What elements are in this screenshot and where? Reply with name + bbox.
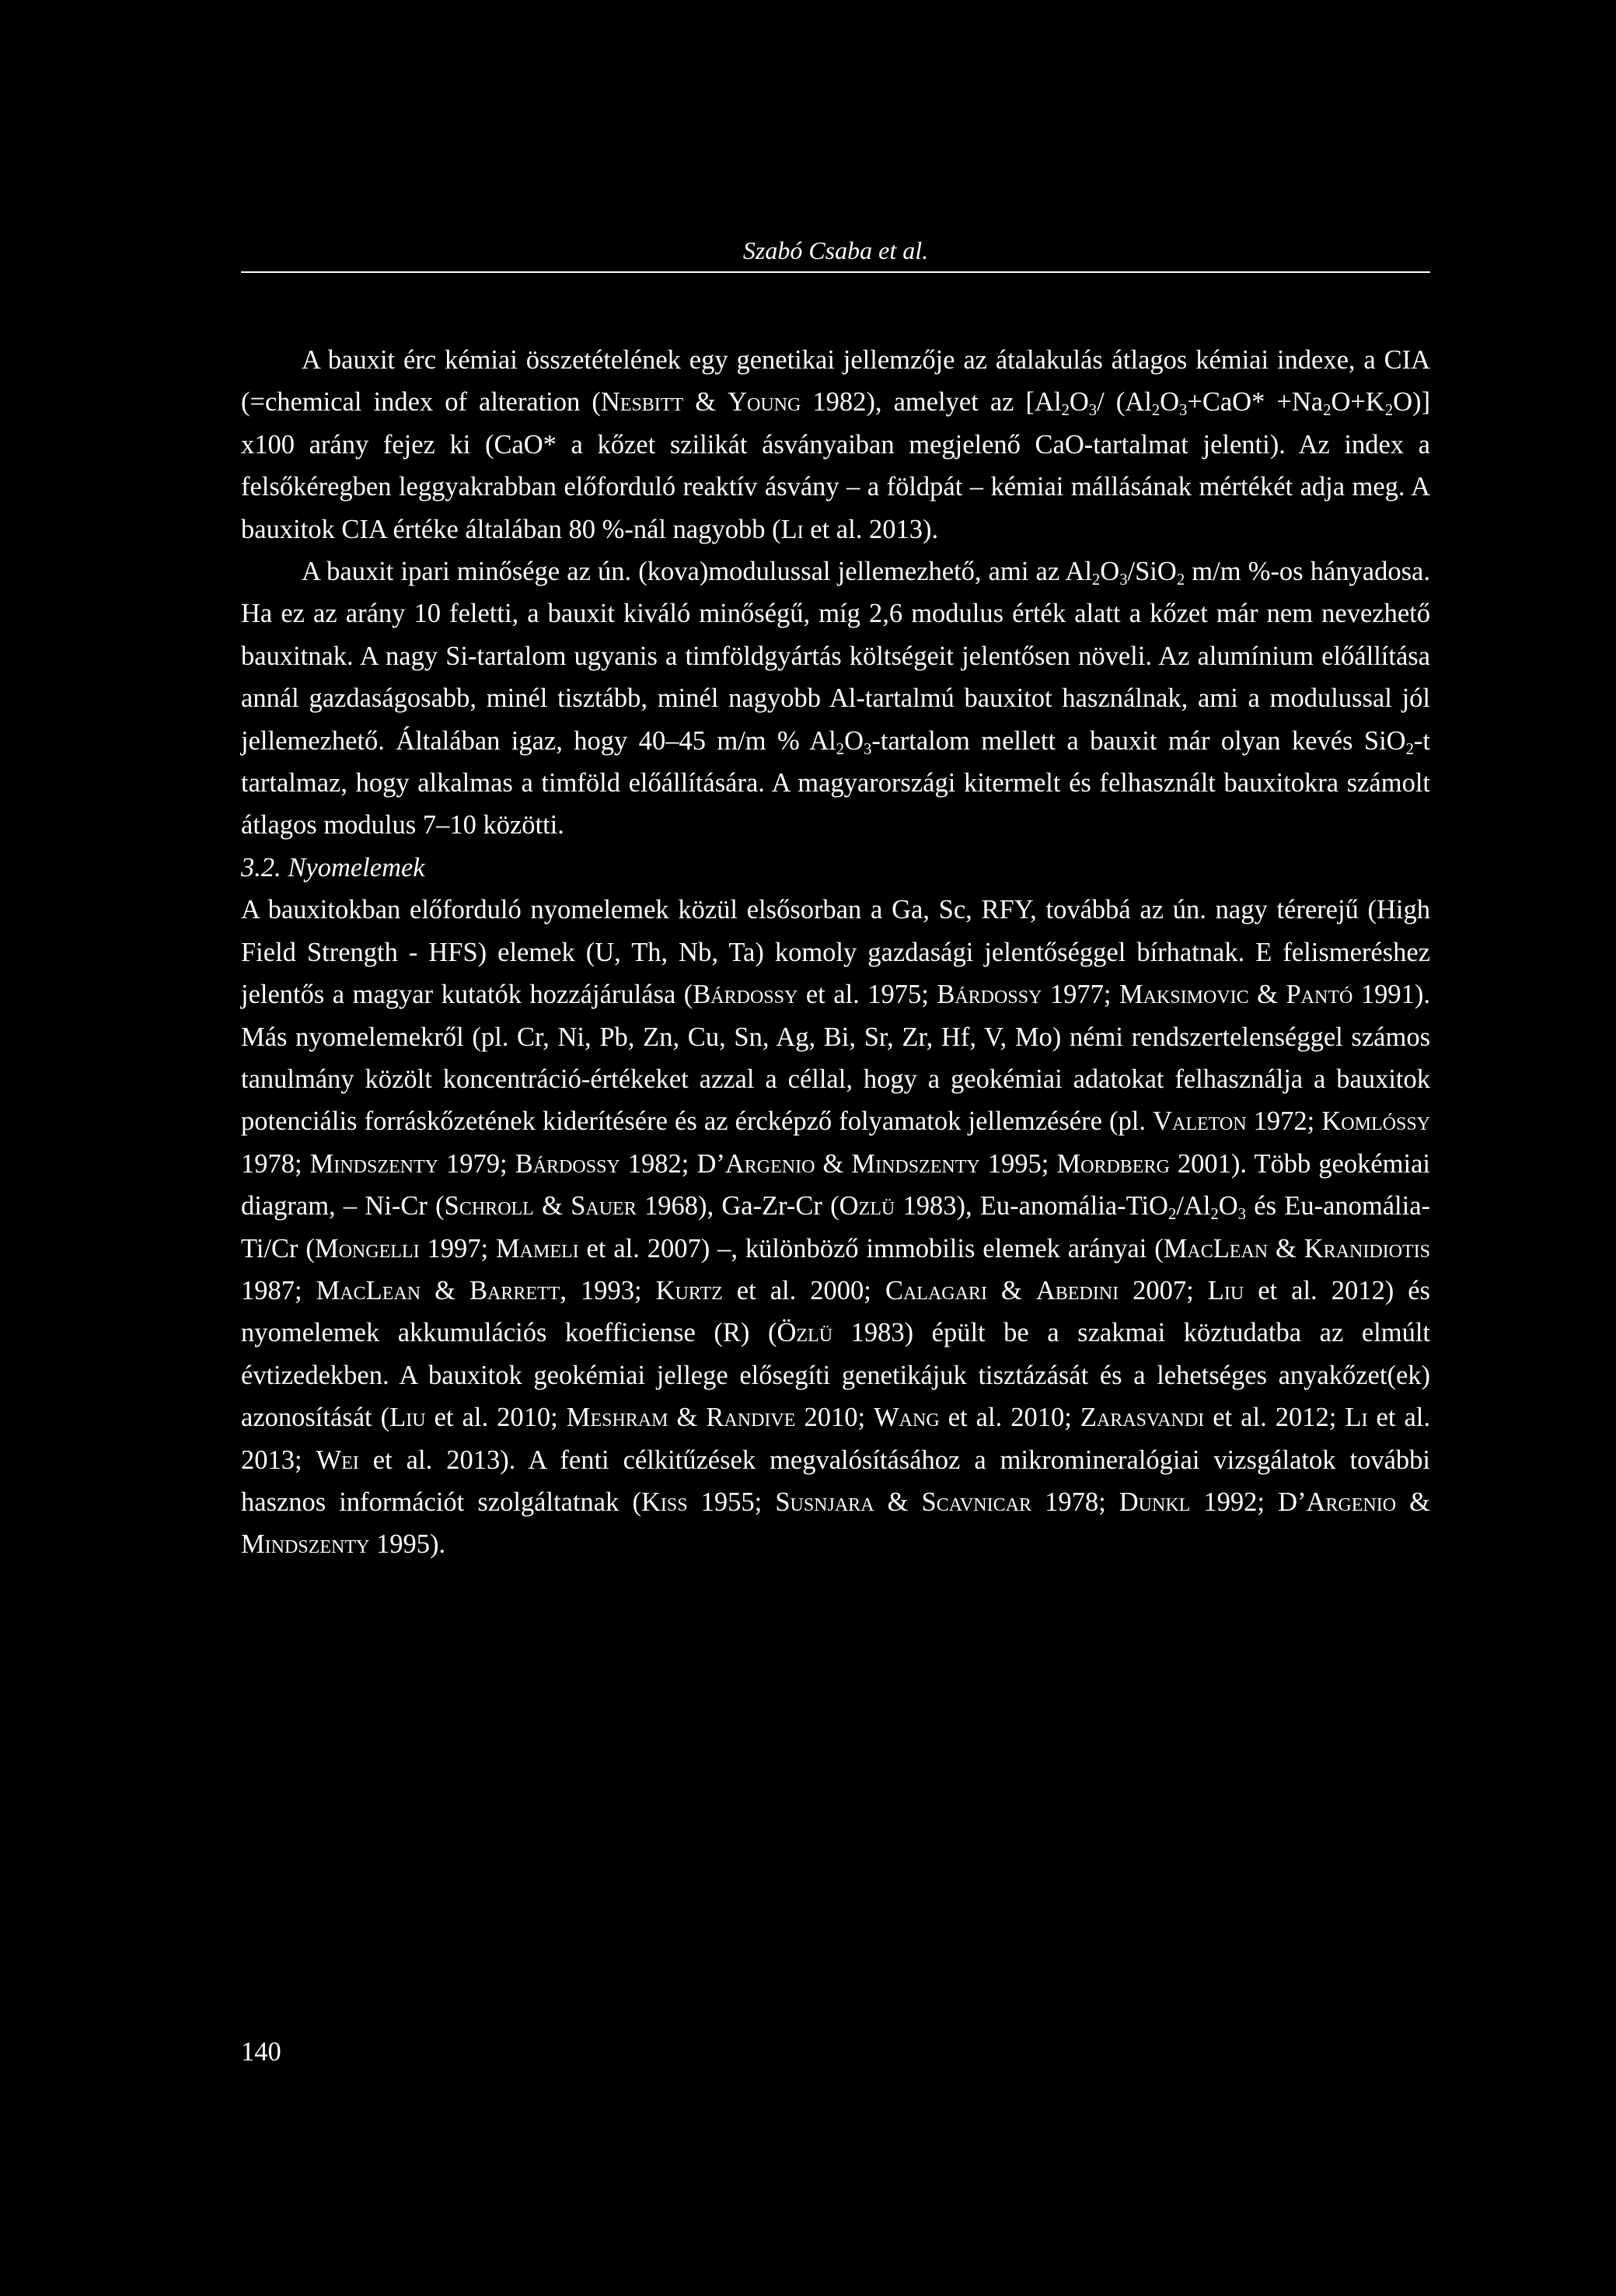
- citation-author: Susnjara: [775, 1487, 874, 1517]
- subscript: 2: [1091, 571, 1101, 589]
- citation-author: Randive: [706, 1403, 796, 1433]
- header-rule: [241, 271, 1430, 273]
- citation-author: Özlü: [777, 1318, 833, 1348]
- main-text: [241, 339, 1430, 1566]
- paragraph-cia-index: [241, 339, 1430, 550]
- text-run: et al. 1975;: [798, 980, 937, 1010]
- text-run: &: [1268, 1233, 1304, 1263]
- text-run: 1987;: [241, 1275, 316, 1305]
- running-head: Szabó Csaba et al.: [742, 236, 929, 264]
- subscript: 2: [1167, 1205, 1177, 1223]
- citation-author: Kurtz: [655, 1275, 723, 1305]
- citation-author: Kranidiotis: [1304, 1233, 1430, 1263]
- text-run: 1995;: [979, 1148, 1057, 1179]
- citation-author: Zarasvandi: [1080, 1403, 1205, 1433]
- text-run: &: [533, 1191, 571, 1221]
- subscript: 3: [1088, 402, 1098, 420]
- text-run: et al. 2010;: [939, 1403, 1080, 1433]
- citation-author: Calagari: [885, 1275, 987, 1305]
- citation-author: Komlóssy: [1321, 1106, 1430, 1137]
- text-run: 1955;: [687, 1487, 776, 1517]
- citation-author: Pantó: [1286, 980, 1353, 1010]
- text-run: O: [1218, 1191, 1238, 1221]
- text-run: et al. 2000;: [722, 1275, 885, 1305]
- citation-author: Argenio: [1306, 1487, 1397, 1517]
- citation-author: Mindszenty: [309, 1148, 438, 1179]
- subscript: 3: [1237, 1205, 1247, 1223]
- text-run: -t tartalmaz, hogy alkalmas a timföld előállítására. A magyarországi kitermelt és felhasznált bauxitokra számolt átlagos modulus 7–10 közötti.: [241, 725, 1430, 840]
- citation-author: Bárdossy: [693, 980, 798, 1010]
- subscript: 3: [864, 740, 872, 758]
- text-run: &: [986, 1275, 1036, 1305]
- citation-author: Scavnicar: [921, 1487, 1031, 1517]
- citation-author: Liu: [389, 1403, 426, 1433]
- subscript: 2: [1323, 402, 1332, 420]
- citation-author: Meshram: [566, 1403, 668, 1433]
- text-run: m/m %-os hányadosa. Ha ez az arány 10 feletti, a bauxit kiváló minőségű, míg 2,6 modulus érték alatt a kőzet már nem nevezhető bauxitnak. A nagy Si-tartalom ugyanis a timföldgyártás költségeit jelentősen növeli. Az alumínium előállítása annál gazdaságosabb, minél tisztább, minél nagyobb Al-tartalmú bauxitot használnak, ami a modulussal jól jellemezhető. Általában igaz, hogy 40–45 m/m % Al: [241, 557, 1430, 756]
- text-run: O)] x100 arány fejez ki (CaO* a kőzet szilikát ásványaiban megjelenő CaO-tartalmat jelenti). Az index a felsőkéregben leggyakrabban előforduló reaktív ásvány – a földpát – kémiai mállásának mértékét adja meg. A bauxitok CIA értéke általában 80 %-nál nagyobb (: [241, 387, 1430, 544]
- subscript: 2: [1151, 402, 1161, 420]
- text-run: 1983), Eu-anomália-TiO: [895, 1191, 1168, 1221]
- citation-author: Mindszenty: [241, 1529, 370, 1560]
- citation-author: Sauer: [571, 1191, 637, 1221]
- citation-author: Li: [780, 514, 804, 544]
- text-run: 1982), amelyet az [Al: [801, 387, 1062, 418]
- citation-author: Valeton: [1153, 1106, 1247, 1137]
- text-run: O: [1069, 387, 1089, 418]
- citation-author: Maksimovic: [1119, 980, 1249, 1010]
- text-run: 1968), Ga-Zr-Cr (: [636, 1191, 839, 1221]
- subscript: 2: [1405, 740, 1414, 758]
- citation-author: Bárdossy: [937, 980, 1042, 1010]
- text-run: &: [668, 1403, 707, 1433]
- citation-author: MacLean: [1163, 1233, 1269, 1263]
- text-run: 1983) épült be a szakmai köztudatba az elmúlt évtizedekben. A bauxitok geokémiai jellege elősegíti genetikájuk tisztázását és a lehetséges anyakőzet(ek) azonosítását (: [241, 1318, 1430, 1433]
- text-run: et al. 2013).: [803, 514, 939, 544]
- citation-author: Dunkl: [1119, 1487, 1191, 1517]
- citation-author: Li: [1345, 1403, 1368, 1433]
- text-run: 2001). Több geokémiai diagram, – Ni-Cr (: [241, 1148, 1431, 1221]
- text-run: &: [874, 1487, 922, 1517]
- text-run: 1979;: [438, 1148, 515, 1179]
- text-run: et al. 2012;: [1204, 1403, 1346, 1433]
- citation-author: Barrett: [469, 1275, 560, 1305]
- citation-author: Mindszenty: [851, 1148, 980, 1179]
- paragraph-trace-elements: [241, 889, 1430, 1566]
- text-run: A bauxit érc kémiai összetételének egy genetikai jellemzője az átalakulás átlagos kémiai indexe, a CIA (=chemical index of alteration (: [241, 345, 1430, 418]
- subscript: 2: [1384, 402, 1394, 420]
- text-run: &: [421, 1275, 469, 1305]
- text-run: 1972;: [1246, 1106, 1322, 1137]
- text-run: O: [1100, 557, 1120, 587]
- section-title: 3.2. Nyomelemek: [241, 852, 425, 882]
- text-run: 1995).: [369, 1529, 446, 1560]
- citation-author: Mordberg: [1056, 1148, 1170, 1179]
- citation-author: Kiss: [640, 1487, 688, 1517]
- subscript: 3: [1119, 571, 1128, 589]
- text-run: /Al: [1176, 1191, 1211, 1221]
- text-run: &: [1248, 980, 1286, 1010]
- text-run: / (Al: [1097, 387, 1152, 418]
- text-run: -tartalom mellett a bauxit már olyan kevés SiO: [871, 725, 1406, 756]
- text-run: et al. 2013;: [241, 1403, 1430, 1475]
- citation-author: Abedini: [1035, 1275, 1119, 1305]
- text-run: 1982; D’: [620, 1148, 725, 1179]
- text-run: et al. 2013). A fenti célkitűzések megvalósításához a mikromineralógiai vizsgálatok további hasznos információt szolgáltatnak (: [241, 1445, 1430, 1517]
- citation-author: Wei: [316, 1445, 359, 1475]
- citation-author: Liu: [1207, 1275, 1244, 1305]
- text-run: O: [844, 725, 864, 756]
- text-run: O+K: [1331, 387, 1385, 418]
- text-run: 1977;: [1042, 980, 1119, 1010]
- text-run: O: [1160, 387, 1180, 418]
- text-run: 2007;: [1119, 1275, 1208, 1305]
- text-run: et al. 2007) –, különböző immobilis elemek arányai (: [578, 1233, 1164, 1263]
- text-run: 1992; D’: [1190, 1487, 1307, 1517]
- citation-author: Argenio: [724, 1148, 815, 1179]
- subscript: 2: [1176, 571, 1185, 589]
- text-run: &: [1396, 1487, 1430, 1517]
- text-run: et al. 2012) és nyomelemek akkumulációs koefficiense (R) (: [241, 1275, 1430, 1348]
- citation-author: Schroll: [444, 1191, 534, 1221]
- text-run: +CaO* +Na: [1187, 387, 1324, 418]
- text-run: &: [815, 1148, 852, 1179]
- subscript: 2: [1210, 1205, 1219, 1223]
- text-run: 1991). Más nyomelemekről (pl. Cr, Ni, Pb, Zn, Cu, Sn, Ag, Bi, Sr, Zr, Hf, V, Mo) némi rendszertelenséggel számos tanulmány közölt koncentráció-értékeket azzal a céllal, hogy a geokémiai adatokat felhasználja a bauxitok potenciális forráskőzetének kiderítésére és az ércképző folyamatok jellemzésére (pl.: [241, 980, 1430, 1137]
- text-run: A bauxitokban előforduló nyomelemek közül elsősorban a Ga, Sc, RFY, továbbá az ún. nagy térerejű (High Field Strength - HFS) elemek (U, Th, Nb, Ta) komoly gazdasági jelentőséggel bírhatnak. E felismeréshez jelentős a magyar kutatók hozzájárulása (: [241, 895, 1430, 1010]
- citation-author: MacLean: [316, 1275, 421, 1305]
- text-run: et al. 2010;: [425, 1403, 567, 1433]
- text-run: , 1993;: [560, 1275, 656, 1305]
- citation-author: Nesbitt: [600, 387, 684, 418]
- citation-author: Mameli: [495, 1233, 579, 1263]
- text-run: és Eu-anomália-Ti/Cr (: [241, 1191, 1431, 1263]
- subscript: 2: [1061, 402, 1070, 420]
- paragraph-modulus: [241, 550, 1430, 847]
- citation-author: Young: [728, 387, 801, 418]
- page-number: 140: [241, 2037, 281, 2067]
- subscript: 2: [836, 740, 845, 758]
- text-run: &: [683, 387, 728, 418]
- text-run: A bauxit ipari minősége az ún. (kova)modulussal jellemezhető, ami az Al: [302, 557, 1092, 587]
- subscript: 3: [1179, 402, 1188, 420]
- citation-author: Wang: [874, 1403, 940, 1433]
- text-run: 1978;: [241, 1148, 310, 1179]
- citation-author: Bárdossy: [515, 1148, 620, 1179]
- text-run: /SiO: [1127, 557, 1177, 587]
- text-run: 1978;: [1031, 1487, 1119, 1517]
- text-run: 1997;: [419, 1233, 496, 1263]
- citation-author: Mongelli: [314, 1233, 420, 1263]
- citation-author: Ozlü: [839, 1191, 895, 1221]
- text-run: 2010;: [795, 1403, 874, 1433]
